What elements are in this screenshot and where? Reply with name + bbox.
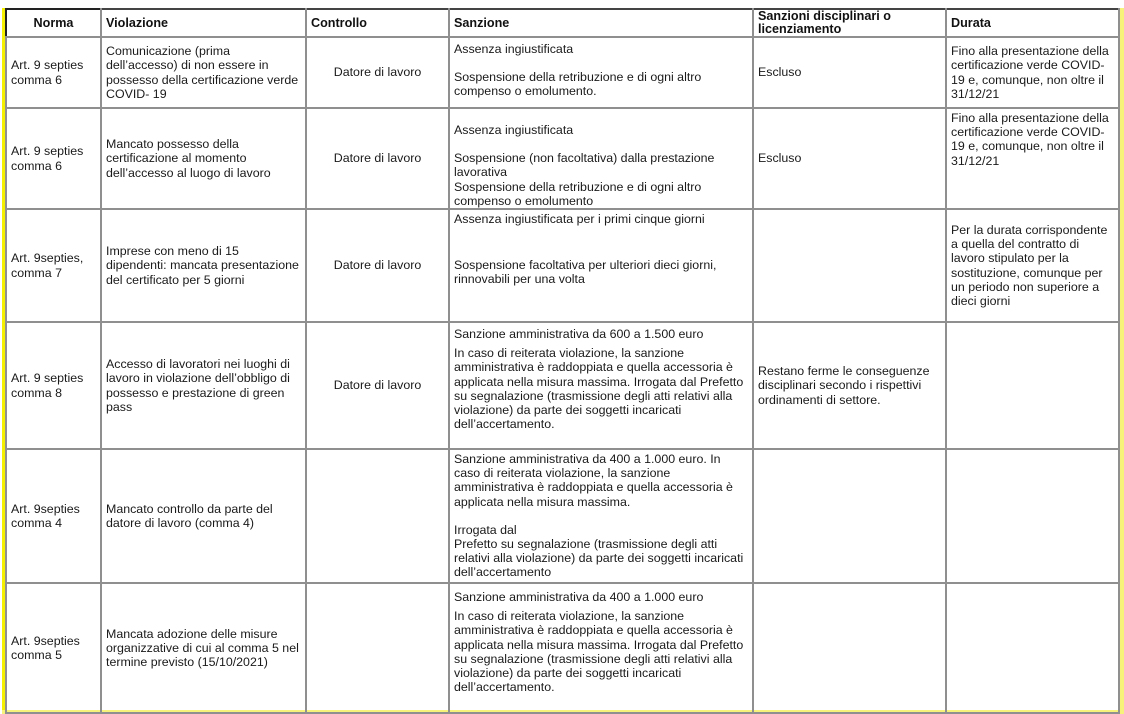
table-header-row (6, 9, 1119, 37)
table-row (6, 209, 1119, 322)
cell-controllo: Datore di lavoro (306, 37, 449, 108)
sanzione-line: Irrogata dal (454, 522, 517, 537)
sanzione-line: Sospensione (non facoltativa) dalla prestazione lavorativa (454, 151, 715, 180)
table-row (6, 37, 1119, 108)
cell-disciplinari: Restano ferme le conseguenze disciplinari secondo i rispettivi ordinamenti di settore. (753, 322, 946, 449)
sanzione-line: Sanzione amministrativa da 400 a 1.000 euro. In caso di reiterata violazione, la sanzione amministrativa è raddoppiata e quella accessoria è applicata nella misura massima. (454, 452, 733, 509)
cell-sanzione (449, 209, 753, 322)
cell-durata: Fino alla presentazione della certificazione verde COVID-19 e, comunque, non oltre il 31/12/21 (946, 37, 1119, 108)
cell-norma: Art. 9septies comma 4 (6, 449, 101, 583)
cell-violazione: Mancata adozione delle misure organizzative di cui al comma 5 nel termine previsto (15/10/2021) (101, 583, 306, 713)
sanctions-table (5, 8, 1120, 714)
cell-norma: Art. 9 septies comma 6 (6, 37, 101, 108)
cell-durata: Per la durata corrispondente a quella del contratto di lavoro stipulato per la sostituzione, comunque per un periodo non superiore a dieci giorni (946, 209, 1119, 322)
cell-norma: Art. 9 septies comma 6 (6, 108, 101, 209)
cell-sanzione (449, 108, 753, 209)
cell-norma: Art. 9 septies comma 8 (6, 322, 101, 449)
cell-durata (946, 108, 1119, 209)
cell-controllo: Datore di lavoro (306, 209, 449, 322)
cell-disciplinari: Escluso (753, 37, 946, 108)
cell-disciplinari (753, 583, 946, 713)
cell-durata (946, 583, 1119, 713)
cell-violazione: Comunicazione (prima dell’accesso) di non essere in possesso della certificazione verde COVID- 19 (101, 37, 306, 108)
header-norma: Norma (6, 9, 101, 37)
header-disciplinari: Sanzioni disciplinari o licenziamento (753, 9, 946, 37)
sanzione-line: Prefetto su segnalazione (trasmissione degli atti relativi alla violazione) da parte dei soggetti incaricati dell’accertamento (454, 537, 744, 580)
cell-disciplinari (753, 449, 946, 583)
sanzione-line: Sospensione della retribuzione e di ogni altro compenso o emolumento (454, 179, 702, 208)
header-durata: Durata (946, 9, 1119, 37)
cell-violazione: Accesso di lavoratori nei luoghi di lavoro in violazione dell’obbligo di possesso e prestazione di green pass (101, 322, 306, 449)
cell-norma: Art. 9septies comma 5 (6, 583, 101, 713)
cell-disciplinari (753, 209, 946, 322)
cell-norma: Art. 9septies, comma 7 (6, 209, 101, 322)
cell-sanzione (449, 583, 753, 713)
sanzione-line: Sanzione amministrativa da 600 a 1.500 euro (454, 327, 704, 342)
cell-sanzione (449, 322, 753, 449)
cell-controllo (306, 583, 449, 713)
table-row (6, 583, 1119, 713)
durata-line: 19 e, comunque, non oltre il 31/12/21 (951, 139, 1104, 168)
table-row (6, 449, 1119, 583)
sanzione-line: Assenza ingiustificata (454, 123, 574, 137)
table-row (6, 322, 1119, 449)
cell-durata (946, 449, 1119, 583)
cell-controllo (306, 449, 449, 583)
cell-controllo: Datore di lavoro (306, 108, 449, 209)
sanzione-line: In caso di reiterata violazione, la sanzione amministrativa è raddoppiata e quella accessoria è applicata nella misura massima. Irrogata dal Prefetto su segnalazione (trasmissione degli atti relativi alla violazione) da parte dei soggetti incaricati dell’accertamento. (454, 609, 744, 695)
cell-violazione: Mancato possesso della certificazione al momento dell’accesso al luogo di lavoro (101, 108, 306, 209)
cell-violazione: Mancato controllo da parte del datore di lavoro (comma 4) (101, 449, 306, 583)
header-sanzione: Sanzione (449, 9, 753, 37)
cell-sanzione (449, 37, 753, 108)
durata-line: Fino alla presentazione della certificazione verde COVID- (951, 111, 1109, 140)
header-violazione: Violazione (101, 9, 306, 37)
table-row (6, 108, 1119, 209)
sanzione-line: In caso di reiterata violazione, la sanzione amministrativa è raddoppiata e quella accessoria è applicata nella misura massima. Irrogata dal Prefetto su segnalazione (trasmissione degli atti relativi alla violazione) da parte dei soggetti incaricati dell’accertamento. (454, 346, 744, 432)
sanzione-line: Assenza ingiustificata per i primi cinque giorni (454, 212, 705, 227)
sanzione-line: Sospensione della retribuzione e di ogni altro compenso o emolumento. (454, 70, 702, 99)
cell-sanzione (449, 449, 753, 583)
header-controllo: Controllo (306, 9, 449, 37)
sanzione-line: Sospensione facoltativa per ulteriori dieci giorni, rinnovabili per una volta (454, 258, 717, 287)
sanzione-line: Sanzione amministrativa da 400 a 1.000 euro (454, 590, 704, 605)
cell-disciplinari: Escluso (753, 108, 946, 209)
sanzione-line: Assenza ingiustificata (454, 42, 574, 56)
cell-controllo: Datore di lavoro (306, 322, 449, 449)
cell-violazione: Imprese con meno di 15 dipendenti: mancata presentazione del certificato per 5 giorni (101, 209, 306, 322)
cell-durata (946, 322, 1119, 449)
